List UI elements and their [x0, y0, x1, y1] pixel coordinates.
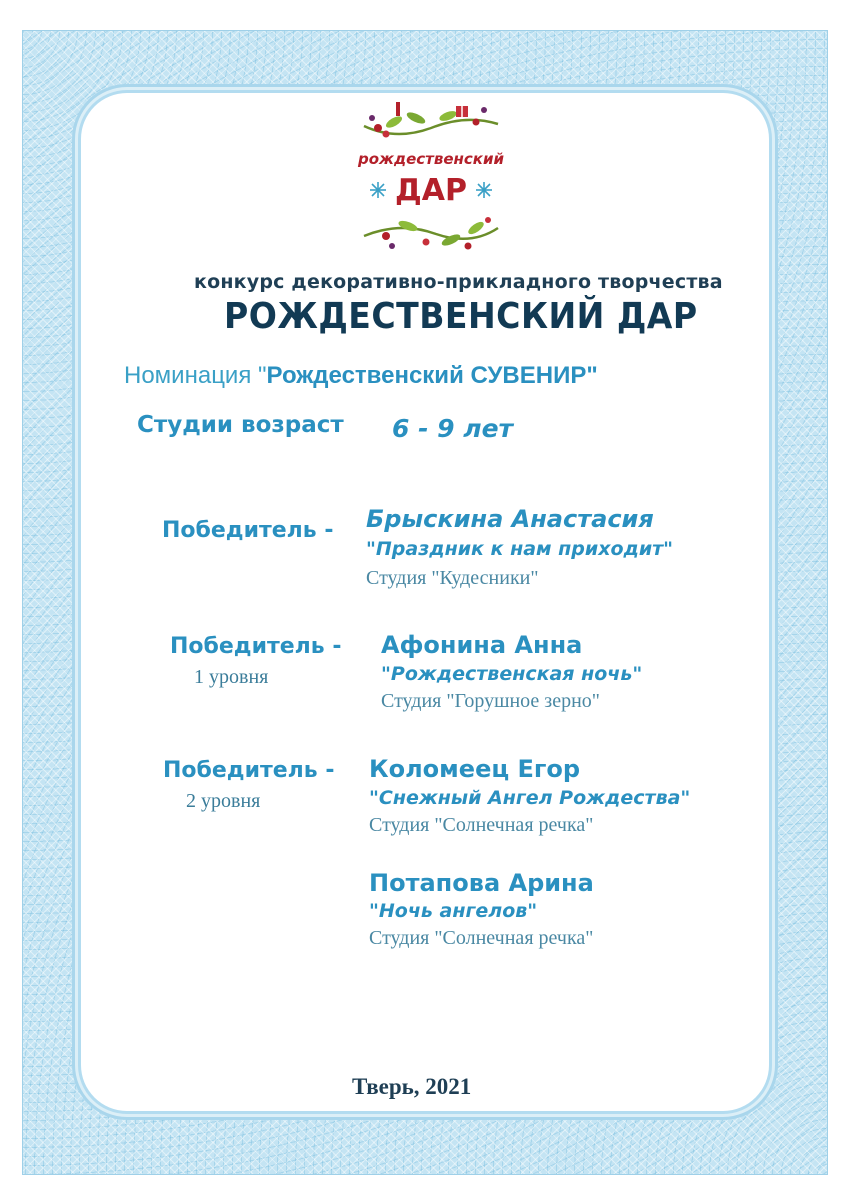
- nomination-suffix: ": [586, 362, 598, 389]
- winner-studio: Студия "Солнечная речка": [369, 814, 594, 836]
- winner-name: Потапова Арина: [369, 869, 594, 897]
- city-year: Тверь, 2021: [352, 1074, 472, 1099]
- age-label: Студии возраст: [137, 412, 344, 438]
- winner-studio: Студия "Кудесники": [366, 567, 539, 589]
- winner-work: "Праздник к нам приходит": [366, 538, 674, 560]
- winner-title: Победитель -: [170, 634, 342, 659]
- contest-subtitle: конкурс декоративно-прикладного творчества: [194, 271, 723, 293]
- winner-level: 1 уровня: [194, 666, 269, 688]
- winner-name: Брыскина Анастасия: [366, 505, 654, 533]
- winner-work: "Ночь ангелов": [369, 900, 538, 922]
- nomination-prefix: Номинация ": [124, 362, 267, 389]
- winner-name: Афонина Анна: [381, 631, 583, 659]
- winner-work: "Рождественская ночь": [381, 663, 643, 685]
- winner-title: Победитель -: [162, 518, 334, 543]
- logo-line2: ДАР: [395, 173, 467, 208]
- age-value: 6 - 9 лет: [392, 414, 514, 443]
- logo-line1: рождественский: [358, 150, 504, 168]
- winner-work: "Снежный Ангел Рождества": [369, 787, 691, 809]
- nomination: [124, 362, 598, 390]
- winner-studio: Студия "Горушное зерно": [381, 690, 600, 712]
- winner-name: Коломеец Егор: [369, 755, 581, 783]
- contest-title: РОЖДЕСТВЕНСКИЙ ДАР: [224, 296, 698, 337]
- winner-studio: Студия "Солнечная речка": [369, 927, 594, 949]
- contest-logo: [356, 96, 506, 261]
- nomination-name: Рождественский СУВЕНИР: [266, 362, 587, 389]
- snowflake-icon: [370, 182, 386, 198]
- winner-level: 2 уровня: [186, 790, 261, 812]
- winner-title: Победитель -: [163, 758, 335, 783]
- snowflake-icon: [476, 182, 492, 198]
